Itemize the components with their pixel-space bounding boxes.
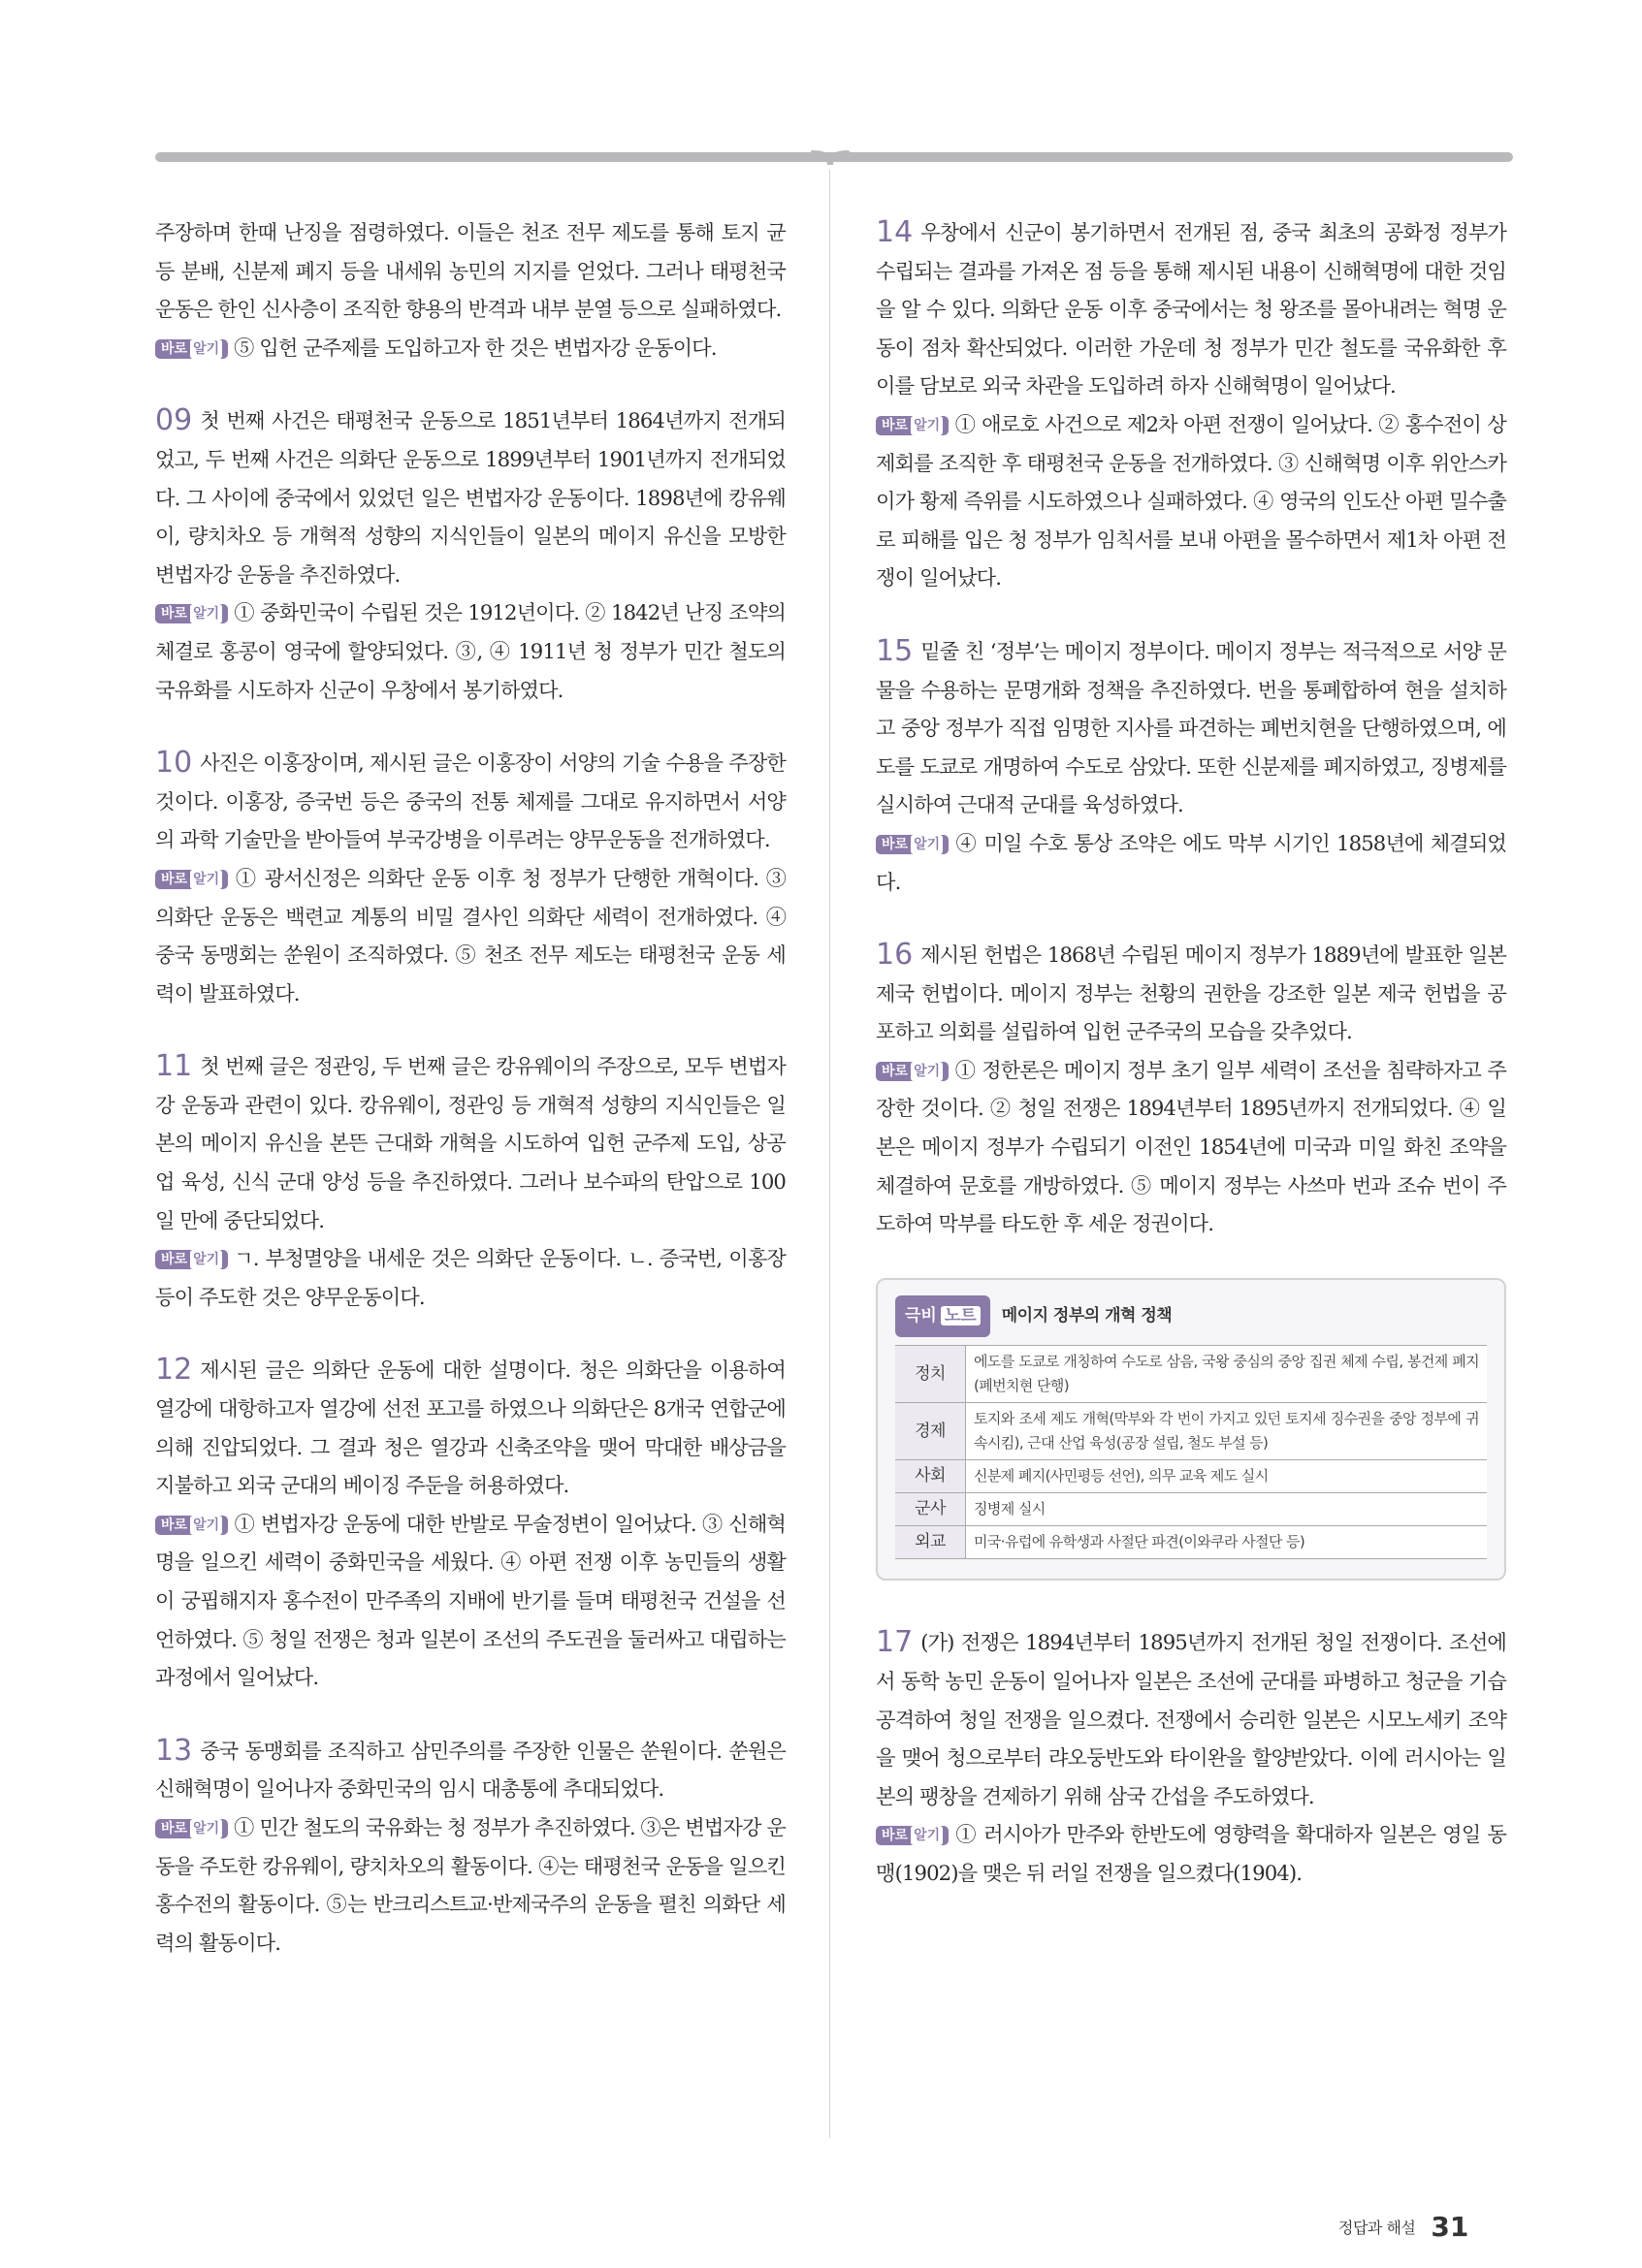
row-key: 외교 bbox=[895, 1526, 966, 1559]
item-number: 16 bbox=[876, 938, 914, 973]
answer-tag: 바로 알기 bbox=[155, 1516, 228, 1535]
item-number: 11 bbox=[155, 1049, 193, 1084]
item-body: 사진은 이홍장이며, 제시된 글은 이홍장이 서양의 기술 수용을 주장한 것이다. 이홍장, 증국번 등은 중국의 전통 체제를 그대로 유지하면서 서양의 과학 기술만을 받아들여 부국강병을 이루려는 양무운동을 전개하였다. bbox=[155, 751, 786, 852]
item-number: 10 bbox=[155, 746, 193, 781]
row-value: 미국·유럽에 유학생과 사절단 파견(이와쿠라 사절단 등) bbox=[966, 1526, 1488, 1559]
answer-tag: 바로 알기 bbox=[876, 835, 949, 854]
row-key: 군사 bbox=[895, 1493, 966, 1526]
answer-item-09 bbox=[155, 401, 786, 709]
intro-item bbox=[155, 213, 786, 367]
item-body: 중국 동맹회를 조직하고 삼민주의를 주장한 인물은 쑨원이다. 쑨원은 신해혁명이 일어나자 중화민국의 임시 대총통에 추대되었다. bbox=[155, 1738, 786, 1802]
item-body: 제시된 헌법은 1868년 수립된 메이지 정부가 1889년에 발표한 일본 제국 헌법이다. 메이지 정부는 천황의 권한을 강조한 일본 제국 헌법을 공포하고 의회를 설립하여 입헌 군주국의 모습을 갖추었다. bbox=[876, 942, 1506, 1044]
answer-item-13 bbox=[155, 1732, 786, 1963]
item-body: (가) 전쟁은 1894년부터 1895년까지 전개된 청일 전쟁이다. 조선에서 동학 농민 운동이 일어나자 일본은 조선에 군대를 파병하고 청군을 기습 공격하여 청일 전쟁을 일으켰다. 전쟁에서 승리한 일본은 시모노세키 조약을 맺어 청으로부터 랴오둥반도와 타이완을 할양받았다. 이에 러시아는 일본의 팽창을 견제하기 위해 삼국 간섭을 주도하였다. bbox=[876, 1630, 1506, 1808]
table-row bbox=[895, 1346, 1487, 1403]
answer-item-17 bbox=[876, 1623, 1506, 1892]
row-key: 사회 bbox=[895, 1460, 966, 1493]
item-answer: ㄱ. 부청멸양을 내세운 것은 의화단 운동이다. ㄴ. 증국번, 이홍장 등이 주도한 것은 양무운동이다. bbox=[155, 1246, 786, 1309]
table-row bbox=[895, 1403, 1487, 1460]
left-column bbox=[155, 213, 786, 1996]
row-key: 정치 bbox=[895, 1346, 966, 1403]
item-answer: ① 애로호 사건으로 제2차 아편 전쟁이 일어났다. ② 홍수전이 상제회를 조직한 후 태평천국 운동을 전개하였다. ③ 신해혁명 이후 위안스카이가 황제 즉위를 시도하였으나 실패하였다. ④ 영국의 인도산 아편 밀수출로 피해를 입은 청 정부가 임칙서를 보내 아편을 몰수하면서 제1차 아편 전쟁이 일어났다. bbox=[876, 411, 1506, 591]
table-row bbox=[895, 1493, 1487, 1526]
item-number: 13 bbox=[155, 1733, 193, 1768]
item-number: 17 bbox=[876, 1625, 914, 1660]
item-number: 12 bbox=[155, 1353, 193, 1388]
table-row bbox=[895, 1526, 1487, 1559]
answer-tag: 바로 알기 bbox=[876, 1826, 949, 1845]
item-answer: ① 민간 철도의 국유화는 청 정부가 추진하였다. ③은 변법자강 운동을 주도한 캉유웨이, 량치차오의 활동이다. ④는 태평천국 운동을 일으킨 홍수전의 활동이다. ⑤는 반크리스트교·반제국주의 운동을 펼친 의화단 세력의 활동이다. bbox=[155, 1814, 786, 1955]
row-value: 신분제 폐지(사민평등 선언), 의무 교육 제도 실시 bbox=[966, 1460, 1488, 1493]
table-row bbox=[895, 1460, 1487, 1493]
book-notch-icon bbox=[811, 145, 850, 167]
item-body: 주장하며 한때 난징을 점령하였다. 이들은 천조 전무 제도를 통해 토지 균등 분배, 신분제 폐지 등을 내세워 농민의 지지를 얻었다. 그러나 태평천국 운동은 한인 신사층이 조직한 향용의 반격과 내부 분열 등으로 실패하였다. bbox=[155, 220, 786, 322]
note-table bbox=[895, 1345, 1487, 1559]
item-answer: ① 정한론은 메이지 정부 초기 일부 세력이 조선을 침략하자고 주장한 것이다. ② 청일 전쟁은 1894년부터 1895년까지 전개되었다. ④ 일본은 메이지 정부가 수립되기 이전인 1854년에 미국과 미일 화친 조약을 체결하여 문호를 개방하였다. ⑤ 메이지 정부는 사쓰마 번과 조슈 번이 주도하여 막부를 타도한 후 세운 정권이다. bbox=[876, 1057, 1506, 1236]
item-answer: ① 광서신정은 의화단 운동 이후 청 정부가 단행한 개혁이다. ③ 의화단 운동은 백련교 계통의 비밀 결사인 의화단 세력이 전개하였다. ④ 중국 동맹회는 쑨원이 조직하였다. ⑤ 천조 전무 제도는 태평천국 운동 세력이 발표하였다. bbox=[155, 865, 786, 1006]
row-value: 에도를 도쿄로 개칭하여 수도로 삼음, 국왕 중심의 중앙 집권 체제 수립, 봉건제 폐지(폐번치현 단행) bbox=[966, 1346, 1488, 1403]
note-header bbox=[895, 1295, 1487, 1338]
answer-tag: 바로 알기 bbox=[876, 1062, 949, 1081]
page-footer bbox=[1338, 2211, 1468, 2243]
note-box bbox=[876, 1278, 1506, 1581]
answer-tag: 바로 알기 bbox=[155, 1819, 228, 1838]
item-number: 14 bbox=[876, 215, 914, 249]
row-key: 경제 bbox=[895, 1403, 966, 1460]
item-body: 첫 번째 글은 정관잉, 두 번째 글은 캉유웨이의 주장으로, 모두 변법자강 운동과 관련이 있다. 캉유웨이, 정관잉 등 개혁적 성향의 지식인들은 일본의 메이지 유신을 본뜬 근대화 개혁을 시도하여 입헌 군주제 도입, 상공업 육성, 신식 군대 양성 등을 추진하였다. 그러나 보수파의 탄압으로 100일 만에 중단되었다. bbox=[155, 1054, 786, 1232]
item-number: 09 bbox=[155, 403, 193, 438]
row-value: 토지와 조세 제도 개혁(막부와 각 번이 가지고 있던 토지세 징수권을 중앙 정부에 귀속시킴), 근대 산업 육성(공장 설립, 철도 부설 등) bbox=[966, 1403, 1488, 1460]
item-number: 15 bbox=[876, 633, 914, 668]
answer-item-10 bbox=[155, 744, 786, 1012]
item-body: 우창에서 신군이 봉기하면서 전개된 점, 중국 최초의 공화정 정부가 수립되는 결과를 가져온 점 등을 통해 제시된 내용이 신해혁명에 대한 것임을 알 수 있다. 의화단 운동 이후 중국에서는 청 왕조를 몰아내려는 혁명 운동이 점차 확산되었다. 이러한 가운데 청 정부가 민간 철도를 국유화한 후 이를 담보로 외국 차관을 도입하려 하자 신해혁명이 일어났다. bbox=[876, 220, 1506, 399]
note-title: 메이지 정부의 개혁 정책 bbox=[1001, 1305, 1173, 1326]
footer-label: 정답과 해설 bbox=[1338, 2219, 1416, 2237]
answer-item-14 bbox=[876, 213, 1506, 597]
answer-item-15 bbox=[876, 632, 1506, 901]
right-column bbox=[876, 213, 1506, 1928]
answer-tag: 바로 알기 bbox=[876, 416, 949, 435]
answer-item-12 bbox=[155, 1351, 786, 1696]
answer-item-16 bbox=[876, 936, 1506, 1243]
answer-tag: 바로 알기 bbox=[155, 1250, 228, 1269]
item-body: 밑줄 친 ‘정부’는 메이지 정부이다. 메이지 정부는 적극적으로 서양 문물을 수용하는 문명개화 정책을 추진하였다. 번을 통폐합하여 현을 설치하고 중앙 정부가 직접 임명한 지사를 파견하는 폐번치현을 단행하였으며, 에도를 도쿄로 개명하여 수도로 삼았다. 또한 신분제를 폐지하였고, 징병제를 실시하여 근대적 군대를 육성하였다. bbox=[876, 638, 1506, 817]
note-badge: 극비 노트 bbox=[895, 1295, 990, 1338]
item-body: 제시된 글은 의화단 운동에 대한 설명이다. 청은 의화단을 이용하여 열강에 대항하고자 열강에 선전 포고를 하였으나 의화단은 8개국 연합군에 의해 진압되었다. 그 결과 청은 열강과 신축조약을 맺어 막대한 배상금을 지불하고 외국 군대의 베이징 주둔을 허용하였다. bbox=[155, 1358, 786, 1498]
item-answer: ① 변법자강 운동에 대한 반발로 무술정변이 일어났다. ③ 신해혁명을 일으킨 세력이 중화민국을 세웠다. ④ 아편 전쟁 이후 농민들의 생활이 궁핍해지자 홍수전이 만주족의 지배에 반기를 들며 태평천국 건설을 선언하였다. ⑤ 청일 전쟁은 청과 일본이 조선의 주도권을 둘러싸고 대립하는 과정에서 일어났다. bbox=[155, 1511, 786, 1690]
answer-tag: 바로 알기 bbox=[155, 870, 228, 889]
item-answer: ① 러시아가 만주와 한반도에 영향력을 확대하자 일본은 영일 동맹(1902)을 맺은 뒤 러일 전쟁을 일으켰다(1904). bbox=[876, 1822, 1506, 1885]
answer-item-11 bbox=[155, 1047, 786, 1316]
item-answer: ① 중화민국이 수립된 것은 1912년이다. ② 1842년 난징 조약의 체결로 홍콩이 영국에 할양되었다. ③, ④ 1911년 청 정부가 민간 철도의 국유화를 시도하자 신군이 우창에서 봉기하였다. bbox=[155, 600, 786, 702]
item-answer: ④ 미일 수호 통상 조약은 에도 막부 시기인 1858년에 체결되었다. bbox=[876, 830, 1506, 894]
row-value: 징병제 실시 bbox=[966, 1493, 1488, 1526]
answer-tag: 바로 알기 bbox=[155, 604, 228, 623]
page-number: 31 bbox=[1431, 2211, 1469, 2243]
item-body: 첫 번째 사건은 태평천국 운동으로 1851년부터 1864년까지 전개되었고, 두 번째 사건은 의화단 운동으로 1899년부터 1901년까지 전개되었다. 그 사이에 중국에서 있었던 일은 변법자강 운동이다. 1898년에 캉유웨이, 량치차오 등 개혁적 성향의 지식인들이 일본의 메이지 유신을 모방한 변법자강 운동을 추진하였다. bbox=[155, 408, 786, 587]
column-divider bbox=[829, 170, 830, 2138]
item-answer: ⑤ 입헌 군주제를 도입하고자 한 것은 변법자강 운동이다. bbox=[234, 335, 717, 360]
answer-tag: 바로 알기 bbox=[155, 339, 228, 359]
